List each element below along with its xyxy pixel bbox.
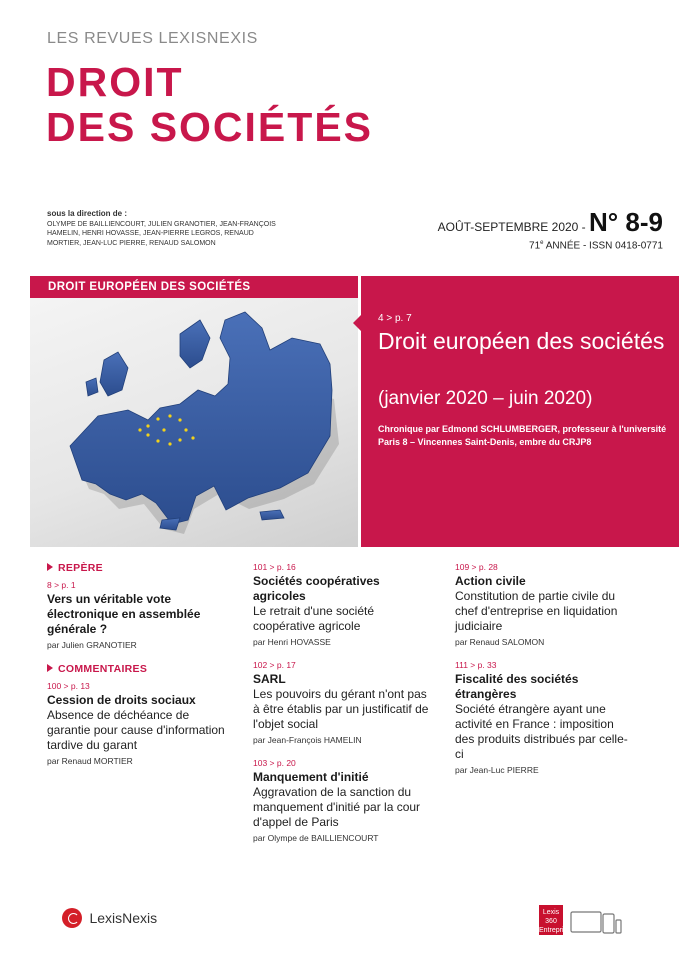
lexisnexis-mark-icon	[62, 908, 82, 928]
article	[253, 660, 433, 745]
article-title: Action civile	[455, 574, 526, 588]
section-commentaires: COMMENTAIRES	[47, 663, 227, 675]
article-ref: 8 > p. 1	[47, 580, 76, 590]
europe-map-icon	[30, 298, 358, 547]
article-title: Manquement d'initié	[253, 770, 369, 784]
badge-text: Lexis 360 Entreprise	[539, 905, 563, 935]
article-ref: 103 > p. 20	[253, 758, 296, 768]
column-1	[47, 562, 227, 779]
pointer-arrow-icon	[353, 315, 361, 331]
logo-text: LexisNexis	[89, 910, 158, 926]
feature-title: Droit européen des sociétés	[378, 328, 665, 354]
article-ref: 101 > p. 16	[253, 562, 296, 572]
article-subtitle: Le retrait d'une société coopérative agricole	[253, 604, 375, 633]
feature-byline: Chronique par Edmond SCHLUMBERGER, professeur à l'université Paris 8 – Vincennes Saint-Denis, embre du CRJP8	[378, 424, 667, 447]
issue-info	[438, 207, 663, 251]
article-subtitle: Société étrangère ayant une activité en France : imposition des produits distribués par celle-ci	[455, 702, 628, 761]
direction-label: sous la direction de :	[47, 209, 128, 218]
issue-number: N° 8-9	[589, 207, 663, 237]
article-title: Sociétés coopératives agricoles	[253, 574, 380, 603]
article-subtitle: Constitution de partie civile du chef d'entreprise en liquidation judiciaire	[455, 589, 618, 633]
article-title: Vers un véritable vote électronique en assemblée générale ?	[47, 592, 201, 636]
europe-map-image	[30, 298, 358, 547]
article-ref: 111 > p. 33	[455, 660, 497, 670]
lexis360-badge	[539, 905, 622, 935]
article	[47, 681, 227, 766]
column-2	[253, 562, 433, 856]
title-line-1: DROIT	[46, 59, 184, 105]
article	[253, 562, 433, 647]
section-banner: DROIT EUROPÉEN DES SOCIÉTÉS	[30, 276, 358, 298]
article-author: par Renaud SALOMON	[455, 637, 545, 647]
triangle-icon	[47, 563, 53, 571]
series-name: LES REVUES LEXISNEXIS	[47, 30, 258, 47]
editorial-direction	[47, 209, 287, 248]
article-ref: 100 > p. 13	[47, 681, 90, 691]
journal-title	[46, 60, 373, 150]
article-title: SARL	[253, 672, 286, 686]
article-author: par Jean-Luc PIERRE	[455, 765, 539, 775]
article-ref: 109 > p. 28	[455, 562, 498, 572]
issue-year-issn: 71e ANNÉE - ISSN 0418-0771	[529, 240, 663, 252]
article-author: par Renaud MORTIER	[47, 756, 133, 766]
feature-period: (janvier 2020 – juin 2020)	[378, 388, 593, 409]
article	[455, 660, 635, 775]
lexisnexis-logo	[62, 908, 157, 928]
article	[253, 758, 433, 843]
triangle-icon	[47, 664, 53, 672]
feature-panel	[361, 276, 679, 547]
article-author: par Olympe de BAILLIENCOURT	[253, 833, 379, 843]
article-title: Fiscalité des sociétés étrangères	[455, 672, 579, 701]
article-subtitle: Les pouvoirs du gérant n'ont pas à être établis par un justificatif de l'objet social	[253, 687, 429, 731]
devices-icon	[570, 911, 622, 935]
article-subtitle: Absence de déchéance de garantie pour cause d'information tardive du garant	[47, 708, 225, 752]
section-repere: REPÈRE	[47, 562, 227, 574]
article-ref: 102 > p. 17	[253, 660, 296, 670]
direction-names: OLYMPE DE BAILLIENCOURT, JULIEN GRANOTIER, JEAN-FRANÇOIS HAMELIN, HENRI HOVASSE, JEAN-PIERRE LEGROS, RENAUD MORTIER, JEAN-LUC PIERRE, RENAUD SALOMON	[47, 220, 276, 247]
article-author: par Henri HOVASSE	[253, 637, 331, 647]
issue-date: AOÛT-SEPTEMBRE 2020 -	[437, 220, 586, 234]
article	[47, 580, 227, 650]
article-author: par Jean-François HAMELIN	[253, 735, 362, 745]
article	[455, 562, 635, 647]
article-author: par Julien GRANOTIER	[47, 640, 137, 650]
feature-ref: 4 > p. 7	[378, 313, 412, 324]
title-line-2: DES SOCIÉTÉS	[46, 104, 374, 150]
article-title: Cession de droits sociaux	[47, 693, 196, 707]
article-subtitle: Aggravation de la sanction du manquement d'initié par la cour d'appel de Paris	[253, 785, 421, 829]
column-3	[455, 562, 635, 788]
